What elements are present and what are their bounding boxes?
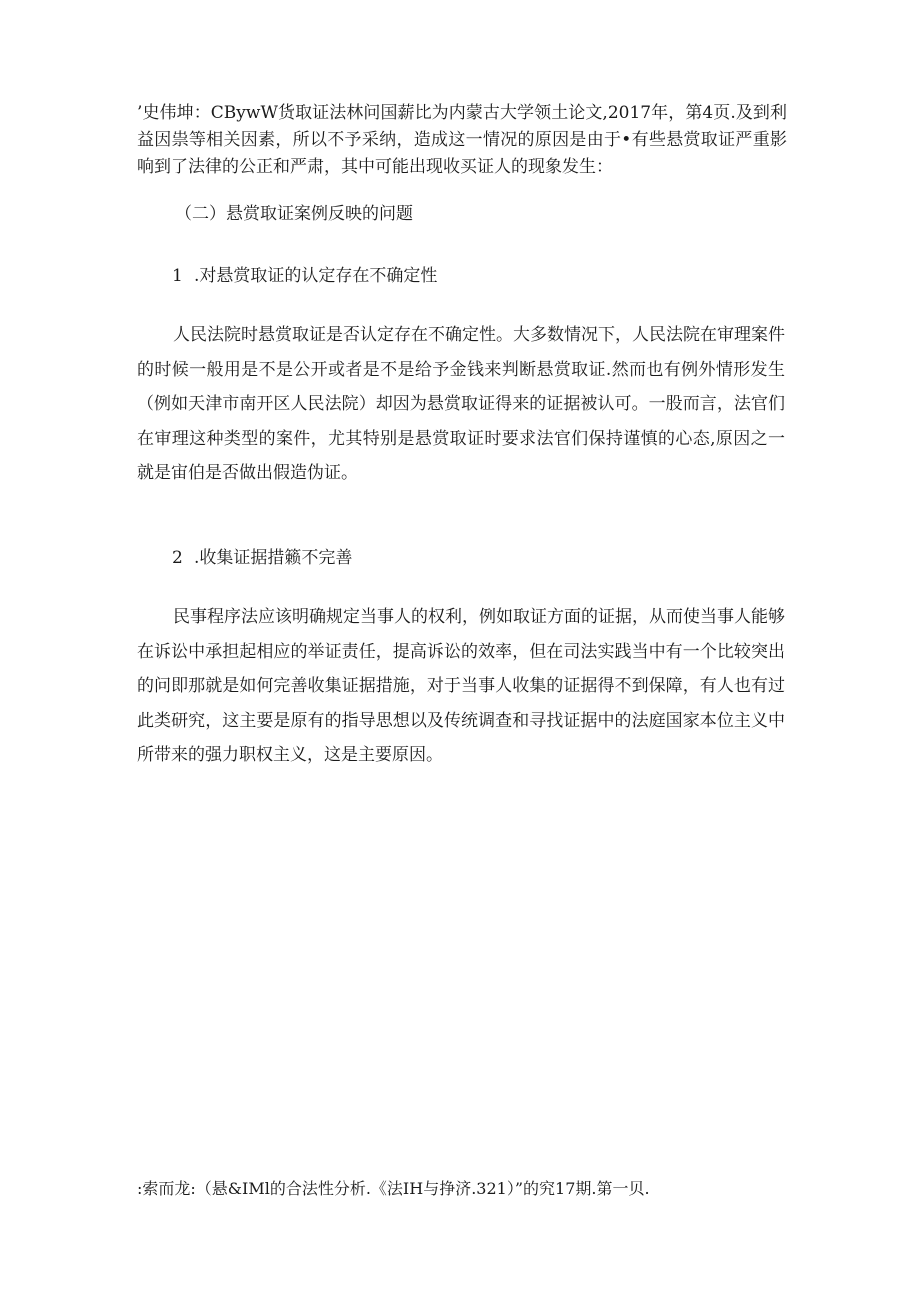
item-heading-2 [172,544,352,572]
item-number: 2 [172,548,183,568]
item-heading-1 [172,262,437,290]
footnote-continuation: ’史伟坤：CBywW货取证法林问国薪比为内蒙古大学领土论文,2017年，第4页.及到利益因祟等相关因素，所以不予采纳，造成这一情况的原因是由于•有些悬赏取证严重影响到了法律的公正和严肃，其中可能出现收买证人的现象发生： [137,103,787,177]
item-title: .对悬赏取证的认定存在不确定性 [194,266,438,286]
section-heading: （二）悬赏取证案例反映的问题 [175,204,413,224]
item-number: 1 [172,266,183,286]
page-footnote: :索而龙:（悬&IMl的合法性分析.《法IH与挣济.321）”的究17期.第一贝. [137,1179,650,1198]
paragraph-2: 民事程序法应该明确规定当事人的权利，例如取证方面的证据，从而使当事人能够在诉讼中承担起相应的举证责任，提高诉讼的效率，但在司法实践当中有一个比较突出的问即那就是如何完善收集证据措施，对于当事人收集的证据得不到保障，有人也有过此类研究，这主要是原有的指导思想以及传统调查和寻找证据中的法庭国家本位主义中所带来的强力职权主义，这是主要原因。 [137,607,785,765]
item-title: .收集证据措籁不完善 [194,548,353,568]
paragraph-1: 人民法院时悬赏取证是否认定存在不确定性。大多数情况下，人民法院在审理案件的时候一般用是不是公开或者是不是给予金钱来判断悬赏取证.然而也有例外情形发生（例如天津市南开区人民法院）却因为悬赏取证得来的证据被认可。一股而言，法官们在审理这种类型的案件，尤其特别是悬赏取证时要求法官们保持谨慎的心态,原因之一就是宙伯是否做出假造伪证。 [137,325,785,483]
